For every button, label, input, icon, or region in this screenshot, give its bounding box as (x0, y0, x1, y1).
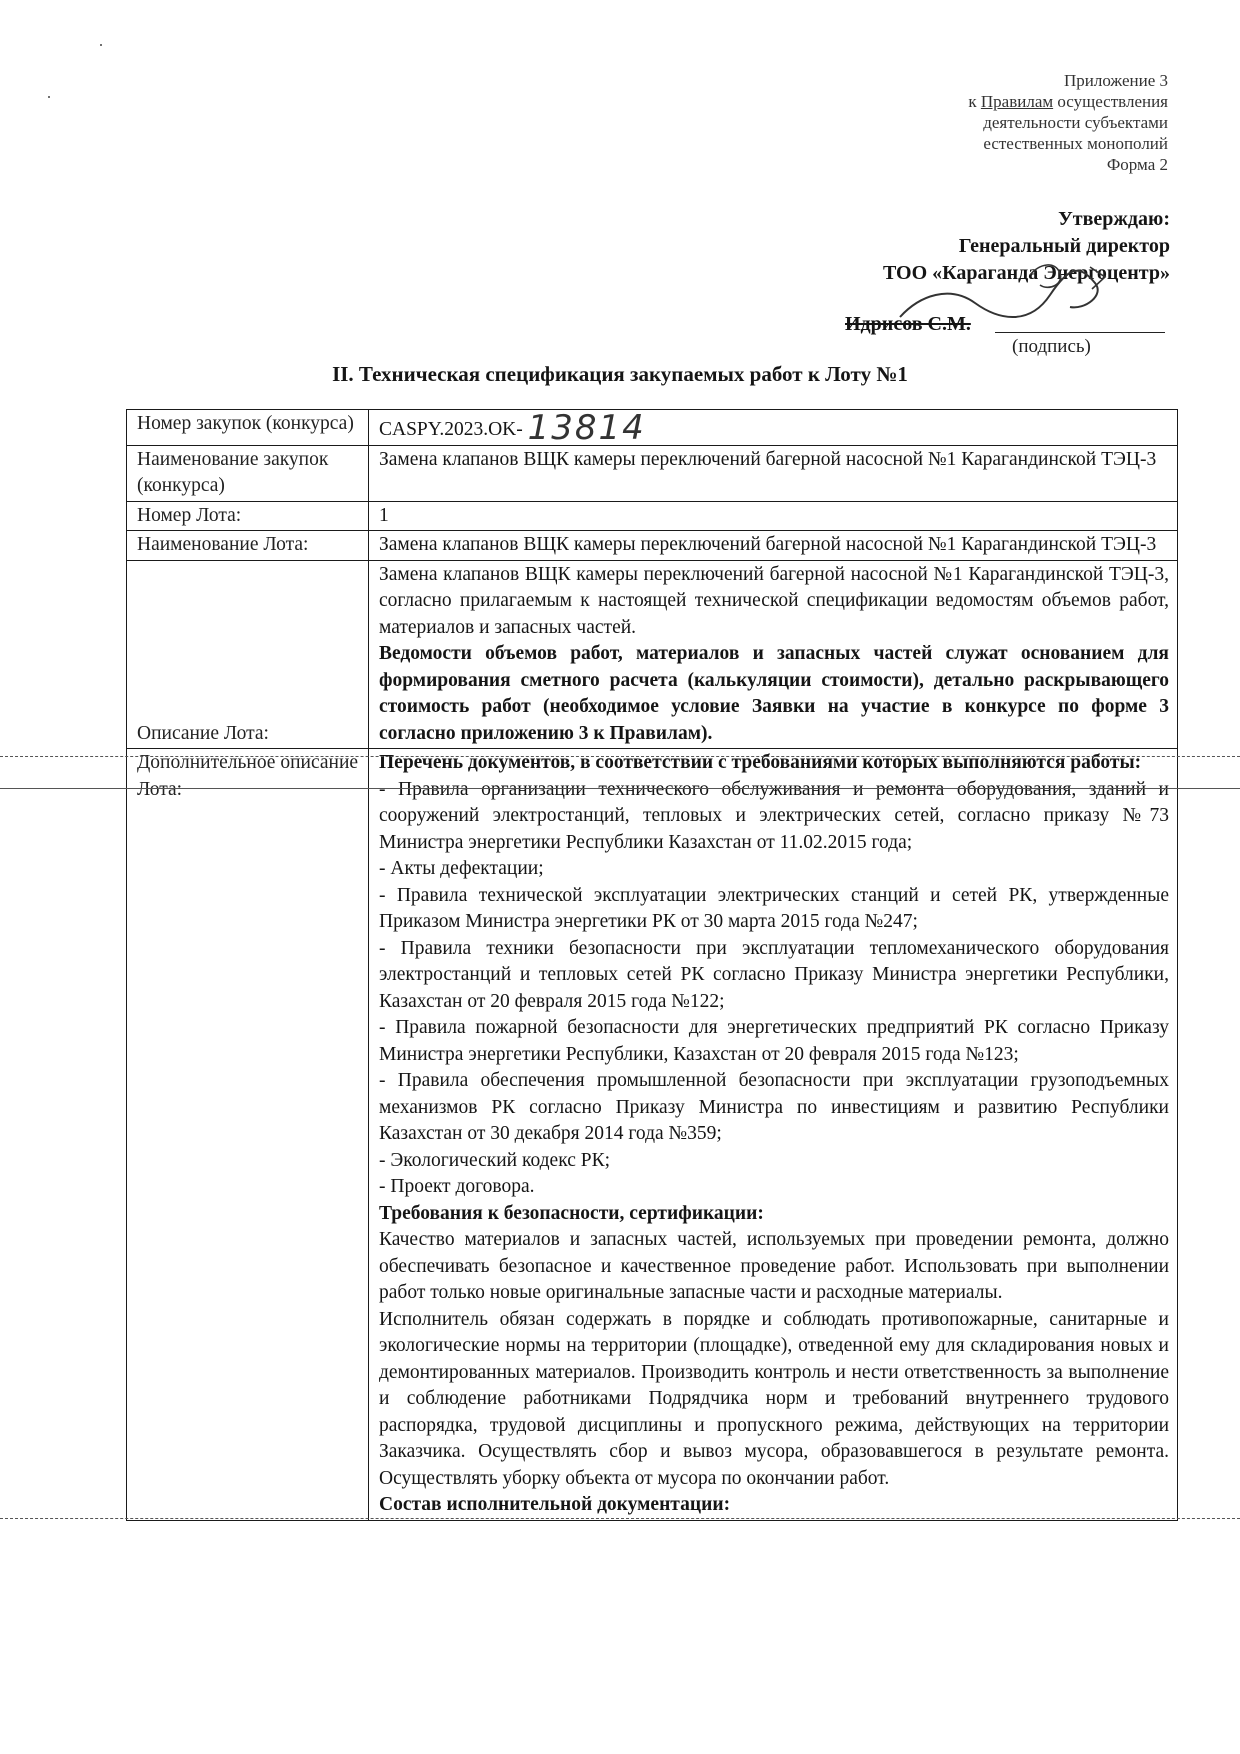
value-lot-number: 1 (369, 501, 1178, 531)
rules-link: Правилам (980, 92, 1054, 111)
appendix-prefix: к (968, 92, 981, 111)
row-procurement-name (127, 445, 1178, 501)
procurement-code: CASPY.2023.OK- (379, 419, 523, 440)
specification-table (126, 409, 1178, 1521)
scan-artifact-line (0, 756, 1240, 757)
label-procurement-name: Наименование закупок (конкурса) (127, 445, 369, 501)
label-lot-description: Описание Лота: (127, 560, 369, 749)
document-title: II. Техническая спецификация закупаемых работ к Лоту №1 (332, 362, 908, 386)
docs-item: - Правила технической эксплуатации электрических станций и сетей РК, утвержденные Приказом Министра энергетики РК от 30 марта 2015 года №247; (379, 884, 1169, 932)
row-lot-number (127, 501, 1178, 531)
value-lot-extra (369, 749, 1178, 1521)
row-lot-extra (127, 749, 1178, 1521)
value-lot-description (369, 560, 1178, 749)
lot-description-bold-note: Ведомости объемов работ, материалов и запасных частей служат основанием для формирования сметного расчета (калькуляции стоимости), детально раскрывающего стоимость работ (необходимое условие Заявки на участие в конкурсе по форме 3 согласно приложению 3 к Правилам). (379, 643, 1169, 744)
appendix-suffix: осуществления (1053, 92, 1168, 111)
scan-speck (48, 96, 50, 98)
label-lot-name: Наименование Лота: (127, 531, 369, 561)
safety-paragraph-2: Исполнитель обязан содержать в порядке и соблюдать противопожарные, санитарные и экологические нормы на территории (площадке), отведенной ему для складирования новых и демонтированных материалов. Производить контроль и нести ответственность за выполнение и соблюдение работниками Подрядчика норм и требований внутреннего трудового распорядка, трудовой дисциплины и пропускного режима, действующих на территории Заказчика. Осуществлять сбор и вывоз мусора, образовавшегося в результате ремонта. Осуществлять уборку объекта от мусора по окончании работ. (379, 1308, 1169, 1489)
scan-artifact-line (0, 1518, 1240, 1519)
docs-item: - Правила обеспечения промышленной безопасности при эксплуатации грузоподъемных механизмов РК согласно Приказу Министра по инвестициям и развитию Республики Казахстан от 30 декабря 2014 года №359; (379, 1070, 1169, 1144)
row-procurement-number (127, 410, 1178, 446)
value-procurement-number (369, 410, 1178, 446)
appendix-line-2 (748, 91, 1168, 112)
appendix-line-3: деятельности субъектами (983, 113, 1168, 132)
signer-name: Идрисов С.М. (845, 313, 971, 335)
docs-item: - Экологический кодекс РК; (379, 1149, 610, 1171)
docs-item: - Акты дефектации; (379, 858, 544, 879)
docs-item: - Проект договора. (379, 1176, 535, 1197)
approval-line-1: Утверждаю: (1058, 208, 1170, 230)
value-lot-name: Замена клапанов ВЩК камеры переключений багерной насосной №1 Карагандинской ТЭЦ-3 (369, 531, 1178, 561)
exec-docs-heading: Состав исполнительной документации: (379, 1494, 731, 1515)
docs-item: - Правила техники безопасности при эксплуатации тепломеханического оборудования электростанций и тепловых сетей РК согласно Приказу Министра энергетики Республики, Казахстан от 20 февраля 2015 года №122; (379, 937, 1169, 1012)
signature-caption: (подпись) (1012, 336, 1091, 357)
docs-item: - Правила пожарной безопасности для энергетических предприятий РК согласно Приказу Министра энергетики Республики, Казахстан от 20 февраля 2015 года №123; (379, 1017, 1169, 1065)
label-lot-extra: Дополнительное описание Лота: (127, 749, 369, 1521)
approval-line-3: ТОО «Караганда Энергоцентр» (882, 262, 1170, 284)
safety-paragraph-1: Качество материалов и запасных частей, используемых при проведении ремонта, должно обеспечивать безопасное и качественное проведение работ. Использовать при выполнении работ только новые оригинальные запасные части и расходные материалы. (379, 1229, 1169, 1303)
row-lot-name (127, 531, 1178, 561)
docs-item: - Правила организации технического обслуживания и ремонта оборудования, зданий и сооружений электростанций, тепловых и электрических сетей, согласно приказу №73 Министра энергетики Республики Казахстан от 11.02.2015 года; (379, 778, 1169, 853)
approval-line-2: Генеральный директор (958, 235, 1170, 257)
signature-rule (995, 332, 1165, 333)
appendix-line-4: естественных монополий (983, 134, 1168, 153)
safety-heading: Требования к безопасности, сертификации: (379, 1202, 764, 1224)
appendix-line-1: Приложение 3 (1064, 71, 1168, 90)
appendix-reference (748, 70, 1168, 175)
docs-heading: Перечень документов, в соответствии с требованиями которых выполняются работы: (379, 752, 1142, 773)
lot-description-text: Замена клапанов ВЩК камеры переключений багерной насосной №1 Карагандинской ТЭЦ-3, согласно прилагаемым к настоящей технической спецификации ведомостям объемов работ, материалов и запасных частей. (379, 563, 1169, 638)
scan-speck (100, 44, 102, 46)
procurement-handwritten-number: 13814 (527, 408, 646, 448)
row-lot-description (127, 560, 1178, 749)
appendix-line-5: Форма 2 (1106, 155, 1168, 174)
scan-artifact-line (0, 788, 1240, 789)
signer-line (845, 313, 1165, 336)
value-procurement-name: Замена клапанов ВЩК камеры переключений багерной насосной №1 Карагандинской ТЭЦ-3 (369, 445, 1178, 501)
label-lot-number: Номер Лота: (127, 501, 369, 531)
label-procurement-number: Номер закупок (конкурса) (127, 410, 369, 446)
